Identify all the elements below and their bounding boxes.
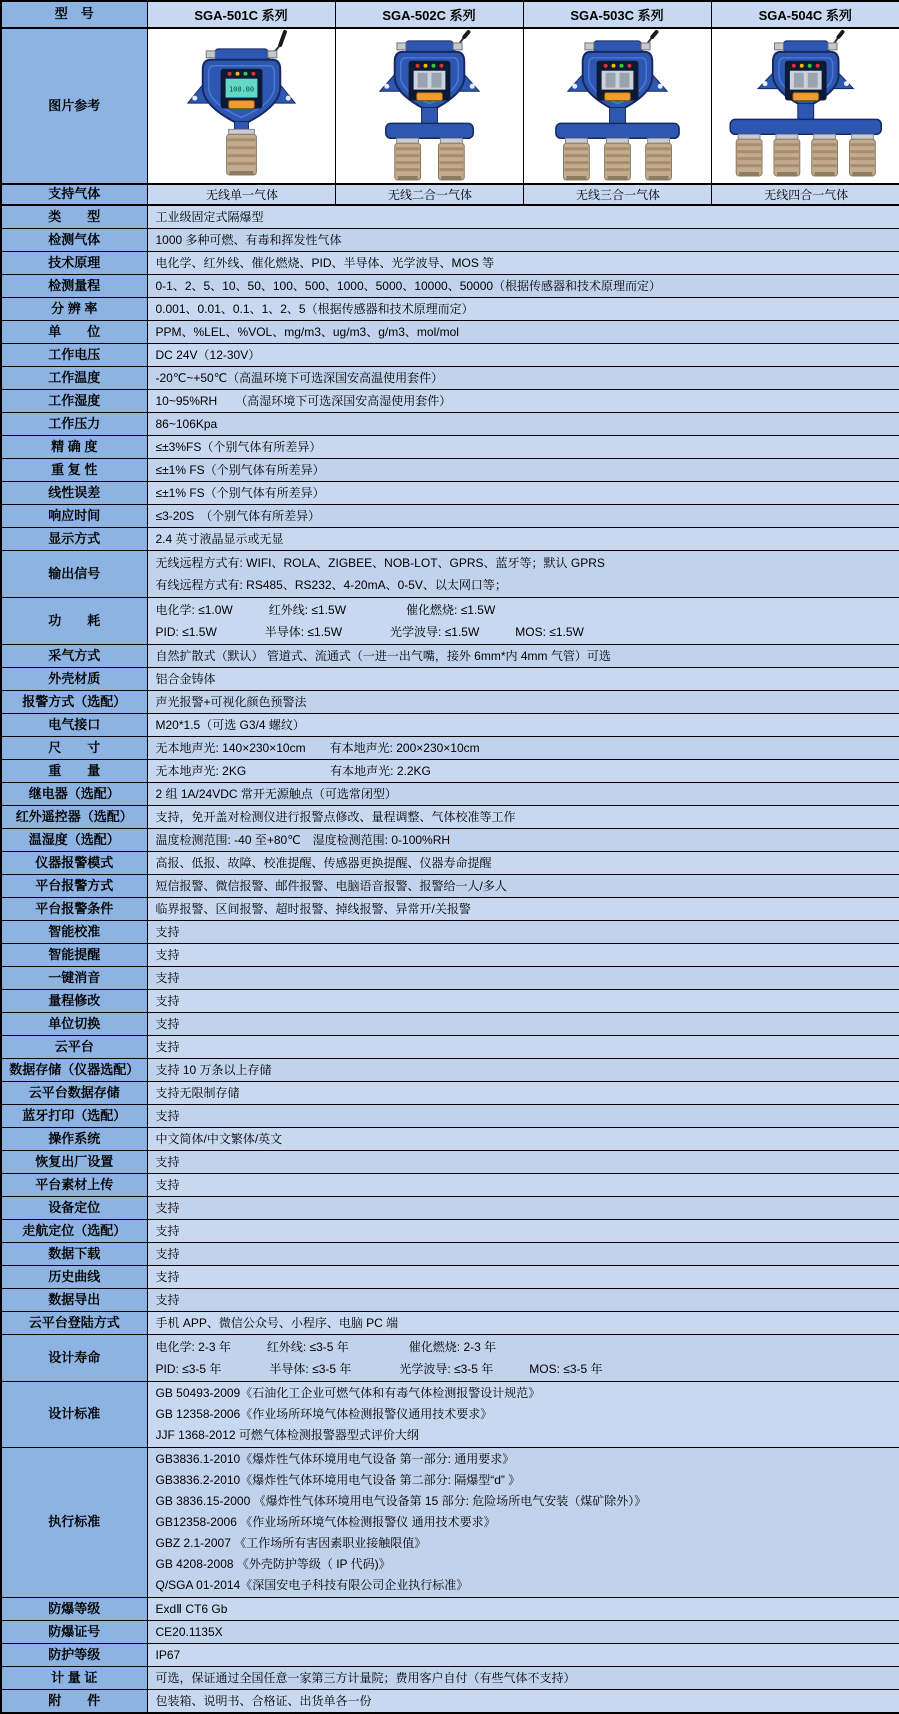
spec-row-value — [147, 714, 899, 737]
spec-value-line: DC 24V（12-30V） — [156, 345, 894, 365]
spec-row-value — [147, 921, 899, 944]
spec-row — [1, 482, 899, 505]
spec-value-line: JJF 1368-2012 可燃气体检测报警器型式评价大纲 — [156, 1425, 894, 1446]
spec-row — [1, 528, 899, 551]
model-header-label: 型 号 — [1, 1, 147, 28]
spec-value-line: 铝合金铸体 — [156, 669, 894, 689]
spec-value-line: GB3836.2-2010《爆炸性气体环境用电气设备 第二部分: 隔爆型“d” 》 — [156, 1470, 894, 1491]
spec-row-value — [147, 1036, 899, 1059]
spec-value-line: 0.001、0.01、0.1、1、2、5（根据传感器和技术原理而定） — [156, 299, 894, 319]
spec-row-value — [147, 551, 899, 598]
spec-row-label: 量程修改 — [1, 990, 147, 1013]
spec-row-value — [147, 898, 899, 921]
spec-row-label: 温湿度（选配） — [1, 829, 147, 852]
spec-row-label: 云平台登陆方式 — [1, 1312, 147, 1335]
spec-row-label: 单 位 — [1, 321, 147, 344]
spec-row-value — [147, 1644, 899, 1667]
spec-row — [1, 1197, 899, 1220]
spec-row — [1, 1082, 899, 1105]
spec-value-line: 支持 — [156, 922, 894, 942]
spec-row-value — [147, 1197, 899, 1220]
spec-row-label: 线性误差 — [1, 482, 147, 505]
spec-row-value — [147, 1621, 899, 1644]
model-header-row — [1, 1, 899, 28]
spec-row-label: 检测量程 — [1, 275, 147, 298]
spec-row — [1, 413, 899, 436]
spec-row — [1, 645, 899, 668]
spec-value-line: 支持 — [156, 1152, 894, 1172]
product-image-cell — [147, 28, 335, 184]
spec-row-value — [147, 944, 899, 967]
spec-row — [1, 1105, 899, 1128]
spec-row — [1, 967, 899, 990]
spec-row-value — [147, 1151, 899, 1174]
spec-value-line: 支持 — [156, 1106, 894, 1126]
spec-row — [1, 1644, 899, 1667]
spec-row — [1, 1690, 899, 1714]
spec-value-line: ≤±1% FS（个别气体有所差异） — [156, 483, 894, 503]
spec-row-label: 仪器报警模式 — [1, 852, 147, 875]
spec-value-line: GB 4208-2008 《外壳防护等级（ IP 代码)》 — [156, 1554, 894, 1575]
spec-row-label: 云平台数据存储 — [1, 1082, 147, 1105]
spec-row-value — [147, 668, 899, 691]
spec-value-line: 无线远程方式有: WIFI、ROLA、ZIGBEE、NOB-LOT、GPRS、蓝牙等；默认 GPRS — [156, 552, 894, 574]
spec-row-label: 防护等级 — [1, 1644, 147, 1667]
gas-row-value: 无线四合一气体 — [711, 184, 899, 205]
spec-row — [1, 898, 899, 921]
spec-value-line: Q/SGA 01-2014《深国安电子科技有限公司企业执行标准》 — [156, 1575, 894, 1596]
spec-row-value — [147, 482, 899, 505]
spec-row-value — [147, 806, 899, 829]
spec-row — [1, 229, 899, 252]
spec-row — [1, 1667, 899, 1690]
spec-row-label: 响应时间 — [1, 505, 147, 528]
spec-row — [1, 205, 899, 229]
spec-value-line: 支持 — [156, 1037, 894, 1057]
spec-row-label: 工作湿度 — [1, 390, 147, 413]
spec-row-value — [147, 645, 899, 668]
spec-row — [1, 737, 899, 760]
spec-row-label: 设计标准 — [1, 1382, 147, 1448]
spec-value-line: PPM、%LEL、%VOL、mg/m3、ug/m3、g/m3、mol/mol — [156, 322, 894, 342]
spec-value-line: 声光报警+可视化颜色预警法 — [156, 692, 894, 712]
spec-row-value — [147, 1128, 899, 1151]
model-name: SGA-501C 系列 — [147, 1, 335, 28]
spec-row-label: 走航定位（选配） — [1, 1220, 147, 1243]
spec-row-label: 智能提醒 — [1, 944, 147, 967]
spec-row-value — [147, 691, 899, 714]
spec-row — [1, 1036, 899, 1059]
spec-value-line: 温度检测范围: -40 至+80℃ 湿度检测范围: 0-100%RH — [156, 830, 894, 850]
spec-value-line: 包装箱、说明书、合格证、出货单各一份 — [156, 1691, 894, 1711]
spec-value-line: 电化学: 2-3 年 红外线: ≤3-5 年 催化燃烧: 2-3 年 — [156, 1336, 894, 1358]
spec-row-value — [147, 1448, 899, 1598]
spec-row-label: 云平台 — [1, 1036, 147, 1059]
spec-row — [1, 436, 899, 459]
spec-row-label: 数据下载 — [1, 1243, 147, 1266]
spec-row — [1, 1013, 899, 1036]
spec-value-line: 支持 — [156, 1221, 894, 1241]
spec-row-value — [147, 598, 899, 645]
spec-row-label: 尺 寸 — [1, 737, 147, 760]
spec-value-line: 短信报警、微信报警、邮件报警、电脑语音报警、报警给一人/多人 — [156, 876, 894, 896]
spec-row-label: 功 耗 — [1, 598, 147, 645]
spec-value-line: 支持 10 万条以上存储 — [156, 1060, 894, 1080]
spec-row-value — [147, 1013, 899, 1036]
spec-value-line: 有线远程方式有: RS485、RS232、4-20mA、0-5V、以太网口等； — [156, 574, 894, 596]
spec-row — [1, 390, 899, 413]
spec-row-value — [147, 275, 899, 298]
spec-row-value — [147, 390, 899, 413]
spec-row — [1, 783, 899, 806]
spec-row-label: 输出信号 — [1, 551, 147, 598]
spec-value-line: 电化学、红外线、催化燃烧、PID、半导体、光学波导、MOS 等 — [156, 253, 894, 273]
gas-row-label: 支持气体 — [1, 184, 147, 205]
spec-row-label: 防爆等级 — [1, 1598, 147, 1621]
spec-row-label: 设计寿命 — [1, 1335, 147, 1382]
spec-value-line: 工业级固定式隔爆型 — [156, 207, 894, 227]
supported-gas-row — [1, 184, 899, 205]
gas-detector-2-sensor-icon — [336, 29, 523, 183]
spec-row-value — [147, 367, 899, 390]
spec-row — [1, 1220, 899, 1243]
spec-row — [1, 990, 899, 1013]
spec-value-line: 支持，免开盖对检测仪进行报警点修改、量程调整、气体校准等工作 — [156, 807, 894, 827]
spec-row-value — [147, 1266, 899, 1289]
spec-row-label: 平台素材上传 — [1, 1174, 147, 1197]
spec-value-line: IP67 — [156, 1645, 894, 1665]
spec-row-label: 检测气体 — [1, 229, 147, 252]
spec-row — [1, 344, 899, 367]
spec-value-line: M20*1.5（可选 G3/4 螺纹） — [156, 715, 894, 735]
spec-row-value — [147, 990, 899, 1013]
product-image-row — [1, 28, 899, 184]
spec-row-label: 采气方式 — [1, 645, 147, 668]
spec-row — [1, 505, 899, 528]
spec-row-label: 历史曲线 — [1, 1266, 147, 1289]
spec-row — [1, 1382, 899, 1448]
spec-row — [1, 1266, 899, 1289]
spec-row — [1, 1174, 899, 1197]
spec-row-value — [147, 1220, 899, 1243]
spec-row-label: 重 量 — [1, 760, 147, 783]
spec-value-line: PID: ≤1.5W 半导体: ≤1.5W 光学波导: ≤1.5W MOS: ≤1.5W — [156, 621, 894, 643]
product-image-cell — [711, 28, 899, 184]
spec-row-value — [147, 760, 899, 783]
spec-value-line: 高报、低报、故障、校准提醒、传感器更换提醒、仪器寿命提醒 — [156, 853, 894, 873]
spec-row — [1, 875, 899, 898]
gas-detector-1-sensor-icon — [148, 29, 335, 183]
spec-value-line: 支持 — [156, 1198, 894, 1218]
model-name: SGA-502C 系列 — [335, 1, 523, 28]
spec-value-line: 可选，保证通过全国任意一家第三方计量院；费用客户自付（有些气体不支持） — [156, 1668, 894, 1688]
spec-row-value — [147, 1289, 899, 1312]
spec-value-line: ≤±3%FS（个别气体有所差异） — [156, 437, 894, 457]
spec-row — [1, 714, 899, 737]
spec-row-value — [147, 967, 899, 990]
spec-row — [1, 1312, 899, 1335]
spec-row-value — [147, 1174, 899, 1197]
spec-row — [1, 806, 899, 829]
spec-row-value — [147, 1598, 899, 1621]
spec-value-line: GB 50493-2009《石油化工企业可燃气体和有毒气体检测报警设计规范》 — [156, 1383, 894, 1404]
spec-row-value — [147, 1105, 899, 1128]
spec-value-line: GB 12358-2006《作业场所环境气体检测报警仪通用技术要求》 — [156, 1404, 894, 1425]
spec-row — [1, 760, 899, 783]
spec-row-label: 继电器（选配） — [1, 783, 147, 806]
spec-row-value — [147, 505, 899, 528]
spec-row-label: 平台报警条件 — [1, 898, 147, 921]
spec-value-line: CE20.1135X — [156, 1622, 894, 1642]
spec-row-label: 数据存储（仪器选配） — [1, 1059, 147, 1082]
spec-row-label: 显示方式 — [1, 528, 147, 551]
svg-text:100.00: 100.00 — [228, 86, 253, 94]
spec-row-value — [147, 875, 899, 898]
spec-row-label: 附 件 — [1, 1690, 147, 1714]
spec-value-line: 无本地声光: 140×230×10cm 有本地声光: 200×230×10cm — [156, 738, 894, 758]
spec-row-value — [147, 1243, 899, 1266]
spec-row-label: 重 复 性 — [1, 459, 147, 482]
spec-row-value — [147, 829, 899, 852]
spec-row-label: 执行标准 — [1, 1448, 147, 1598]
spec-row — [1, 321, 899, 344]
spec-row-label: 一键消音 — [1, 967, 147, 990]
spec-row — [1, 298, 899, 321]
gas-row-value: 无线单一气体 — [147, 184, 335, 205]
spec-row-label: 平台报警方式 — [1, 875, 147, 898]
spec-row — [1, 852, 899, 875]
spec-row-value — [147, 459, 899, 482]
spec-row-label: 操作系统 — [1, 1128, 147, 1151]
spec-value-line: -20℃~+50℃（高温环境下可选深国安高温使用套件） — [156, 368, 894, 388]
spec-row-value — [147, 852, 899, 875]
spec-value-line: 手机 APP、微信公众号、小程序、电脑 PC 端 — [156, 1313, 894, 1333]
spec-value-line: 支持 — [156, 1267, 894, 1287]
spec-row-label: 工作电压 — [1, 344, 147, 367]
spec-row-value — [147, 205, 899, 229]
spec-value-line: 2 组 1A/24VDC 常开无源触点（可选常闭型） — [156, 784, 894, 804]
spec-value-line: 支持 — [156, 1290, 894, 1310]
spec-value-line: GBZ 2.1-2007 《工作场所有害因素职业接触限值》 — [156, 1533, 894, 1554]
spec-value-line: 支持 — [156, 991, 894, 1011]
spec-row-label: 智能校准 — [1, 921, 147, 944]
spec-row — [1, 921, 899, 944]
product-image-cell — [523, 28, 711, 184]
spec-value-line: GB 3836.15-2000 《爆炸性气体环境用电气设备第 15 部分: 危险场所电气安装（煤矿除外）》 — [156, 1491, 894, 1512]
spec-value-line: 10~95%RH （高湿环境下可选深国安高湿使用套件） — [156, 391, 894, 411]
spec-row — [1, 1448, 899, 1598]
image-row-label: 图片参考 — [1, 28, 147, 184]
spec-row — [1, 1151, 899, 1174]
spec-row — [1, 668, 899, 691]
spec-row — [1, 275, 899, 298]
spec-value-line: 支持 — [156, 945, 894, 965]
spec-row-value — [147, 413, 899, 436]
spec-row-label: 恢复出厂设置 — [1, 1151, 147, 1174]
spec-value-line: ≤3-20S （个别气体有所差异） — [156, 506, 894, 526]
spec-value-line: PID: ≤3-5 年 半导体: ≤3-5 年 光学波导: ≤3-5 年 MOS: ≤3-5 年 — [156, 1358, 894, 1380]
spec-value-line: 86~106Kpa — [156, 414, 894, 434]
gas-detector-3-sensor-icon — [524, 29, 711, 183]
spec-row — [1, 1243, 899, 1266]
model-name: SGA-503C 系列 — [523, 1, 711, 28]
spec-row-value — [147, 1690, 899, 1714]
spec-row — [1, 1059, 899, 1082]
spec-row — [1, 367, 899, 390]
spec-value-line: 中文简体/中文繁体/英文 — [156, 1129, 894, 1149]
gas-row-value: 无线二合一气体 — [335, 184, 523, 205]
spec-value-line: 支持 — [156, 1175, 894, 1195]
spec-row-label: 计 量 证 — [1, 1667, 147, 1690]
spec-row-label: 设备定位 — [1, 1197, 147, 1220]
gas-detector-4-sensor-icon — [712, 29, 899, 183]
spec-row-value — [147, 528, 899, 551]
spec-row-value — [147, 1082, 899, 1105]
spec-row-label: 工作温度 — [1, 367, 147, 390]
spec-row-label: 报警方式（选配） — [1, 691, 147, 714]
spec-value-line: GB12358-2006 《作业场所环境气体检测报警仪 通用技术要求》 — [156, 1512, 894, 1533]
spec-row-label: 红外遥控器（选配） — [1, 806, 147, 829]
spec-row-label: 电气接口 — [1, 714, 147, 737]
spec-row-value — [147, 1382, 899, 1448]
gas-row-value: 无线三合一气体 — [523, 184, 711, 205]
model-name: SGA-504C 系列 — [711, 1, 899, 28]
spec-value-line: 无本地声光: 2KG 有本地声光: 2.2KG — [156, 761, 894, 781]
spec-row — [1, 944, 899, 967]
spec-row-value — [147, 229, 899, 252]
spec-table-body — [1, 1, 899, 1713]
spec-row — [1, 252, 899, 275]
spec-row-value — [147, 737, 899, 760]
spec-value-line: 支持无限制存储 — [156, 1083, 894, 1103]
spec-value-line: 自然扩散式（默认） 管道式、流通式（一进一出气嘴，接外 6mm*内 4mm 气管）可选 — [156, 646, 894, 666]
spec-row — [1, 691, 899, 714]
spec-value-line: ≤±1% FS（个别气体有所差异） — [156, 460, 894, 480]
product-image-cell — [335, 28, 523, 184]
spec-value-line: ExdⅡ CT6 Gb — [156, 1599, 894, 1619]
spec-row-value — [147, 298, 899, 321]
spec-row-label: 蓝牙打印（选配） — [1, 1105, 147, 1128]
spec-row-label: 类 型 — [1, 205, 147, 229]
spec-row — [1, 1289, 899, 1312]
spec-row-value — [147, 1059, 899, 1082]
spec-value-line: 1000 多种可燃、有毒和挥发性气体 — [156, 230, 894, 250]
spec-row — [1, 829, 899, 852]
spec-row — [1, 551, 899, 598]
spec-row — [1, 598, 899, 645]
spec-row-label: 防爆证号 — [1, 1621, 147, 1644]
spec-row-label: 单位切换 — [1, 1013, 147, 1036]
spec-row — [1, 1335, 899, 1382]
spec-value-line: 支持 — [156, 1244, 894, 1264]
spec-row-label: 数据导出 — [1, 1289, 147, 1312]
spec-row-label: 分 辨 率 — [1, 298, 147, 321]
spec-value-line: 支持 — [156, 1014, 894, 1034]
spec-row — [1, 1598, 899, 1621]
spec-row-label: 外壳材质 — [1, 668, 147, 691]
spec-row-value — [147, 1667, 899, 1690]
spec-value-line: 支持 — [156, 968, 894, 988]
spec-row-value — [147, 1312, 899, 1335]
spec-value-line: 2.4 英寸液晶显示或无显 — [156, 529, 894, 549]
spec-row-value — [147, 1335, 899, 1382]
spec-row-value — [147, 252, 899, 275]
spec-row-value — [147, 783, 899, 806]
spec-row — [1, 1621, 899, 1644]
spec-value-line: 0-1、2、5、10、50、100、500、1000、5000、10000、50000（根据传感器和技术原理而定） — [156, 276, 894, 296]
spec-row-label: 精 确 度 — [1, 436, 147, 459]
spec-row — [1, 1128, 899, 1151]
spec-row-label: 工作压力 — [1, 413, 147, 436]
spec-row — [1, 459, 899, 482]
spec-row-value — [147, 436, 899, 459]
spec-row-label: 技术原理 — [1, 252, 147, 275]
spec-value-line: GB3836.1-2010《爆炸性气体环境用电气设备 第一部分: 通用要求》 — [156, 1449, 894, 1470]
spec-value-line: 临界报警、区间报警、超时报警、掉线报警、异常开/关报警 — [156, 899, 894, 919]
spec-row-value — [147, 344, 899, 367]
spec-row-value — [147, 321, 899, 344]
spec-value-line: 电化学: ≤1.0W 红外线: ≤1.5W 催化燃烧: ≤1.5W — [156, 599, 894, 621]
